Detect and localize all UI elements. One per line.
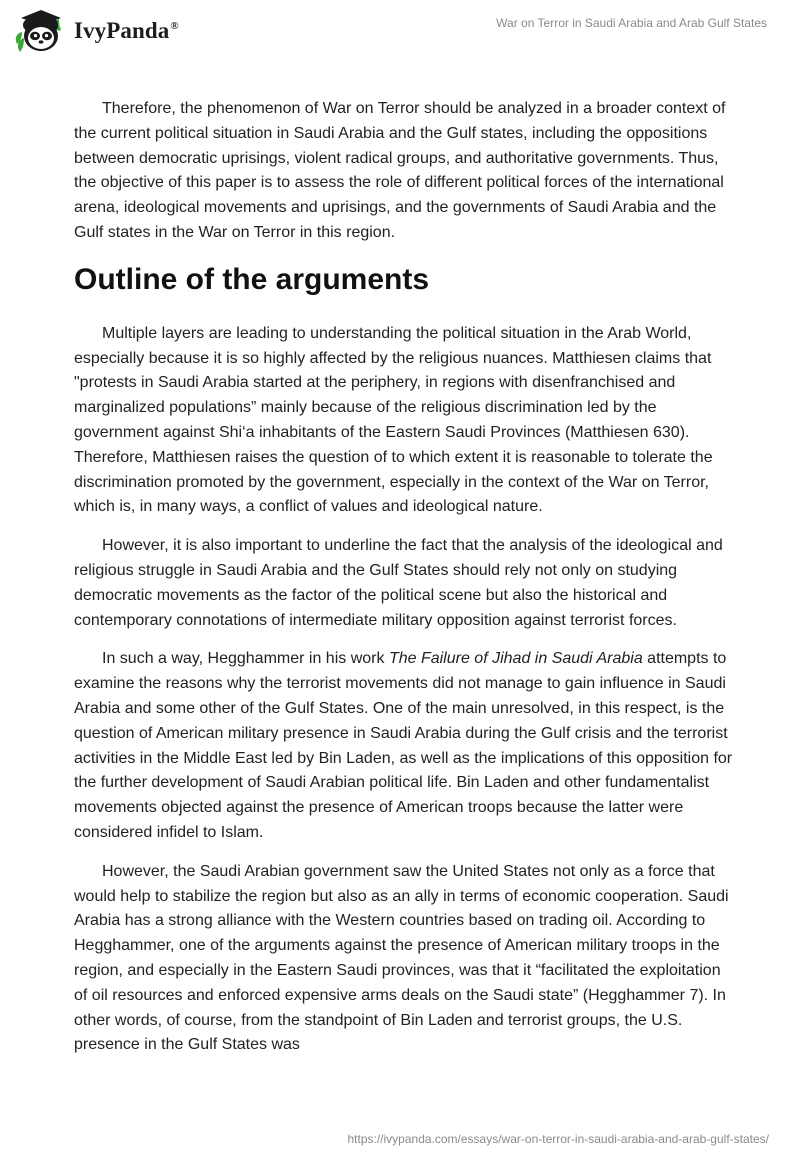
paragraph-3: However, it is also important to underline the fact that the analysis of the ideological and religious struggle in Saudi Arabia and the Gulf States should rely not only on studying democratic movements as the factor of the political scene but also the historical and contemporary connotations of intermediate military opposition against terrorist forces.: [74, 537, 723, 629]
book-title: The Failure of Jihad in Saudi Arabia: [388, 650, 643, 668]
paragraph-4-intro: In such a way, Hegghammer in his work: [102, 650, 389, 668]
paragraph-4: [74, 647, 734, 845]
brand-name: IvyPanda®: [74, 18, 179, 43]
panda-graduate-icon: [14, 8, 68, 54]
essay-body: [74, 97, 734, 1072]
registered-mark: ®: [170, 20, 179, 33]
page-header: [0, 0, 800, 62]
source-url[interactable]: https://ivypanda.com/essays/war-on-terror-in-saudi-arabia-and-arab-gulf-states/: [347, 1132, 769, 1146]
paragraph-1: Therefore, the phenomenon of War on Terror should be analyzed in a broader context of the current political situation in Saudi Arabia and the Gulf states, including the oppositions between democratic uprisings, violent radical groups, and authoritative governments. Thus, the objective of this paper is to assess the role of different political forces of the international arena, ideological movements and uprisings, and the governments of Saudi Arabia and the Gulf states in the War on Terror in this region.: [74, 100, 726, 241]
paragraph-2: Multiple layers are leading to understanding the political situation in the Arab World, especially because it is so highly affected by the religious nuances. Matthiesen claims that "protests in Saudi Arabia started at the periphery, in regions with disenfranchised and marginalized populations” mainly because of the religious discrimination led by the government against Shi‘a inhabitants of the Eastern Saudi Provinces (Matthiesen 630). Therefore, Matthiesen raises the question of to which extent it is reasonable to tolerate the discrimination promoted by the government, especially in the context of the War on Terror, which is, in many ways, a conflict of values and ideological nature.: [74, 324, 713, 516]
paragraph-5: However, the Saudi Arabian government saw the United States not only as a force that would help to stabilize the region but also as an ally in terms of economic cooperation. Saudi Arabia has a strong alliance with the Western countries based on trading oil. According to Hegghammer, one of the arguments against the presence of American military troops in the region, and especially in the Eastern Saudi provinces, was that it “facilitated the exploitation of oil resources and enforced expensive arms deals on the Saudi state” (Hegghammer 7). In other words, of course, from the standpoint of Bin Laden and terrorist groups, the U.S. presence in the Gulf States was: [74, 862, 729, 1054]
ivypanda-logo[interactable]: [14, 8, 179, 54]
paragraph-4-body: attempts to examine the reasons why the terrorist movements did not manage to gain influence in Saudi Arabia and some other of the Gulf States. One of the main unresolved, in this respect, is the question of American military presence in Saudi Arabia during the Gulf crisis and the terrorist activities in the Middle East led by Bin Laden, as well as the implications of this opposition for the further development of Saudi Arabian political life. Bin Laden and other fundamentalist movements objected against the presence of American troops because the latter were considered infidel to Islam.: [74, 650, 733, 841]
section-heading: Outline of the arguments: [74, 262, 430, 296]
document-title: War on Terror in Saudi Arabia and Arab Gulf States: [496, 16, 767, 30]
